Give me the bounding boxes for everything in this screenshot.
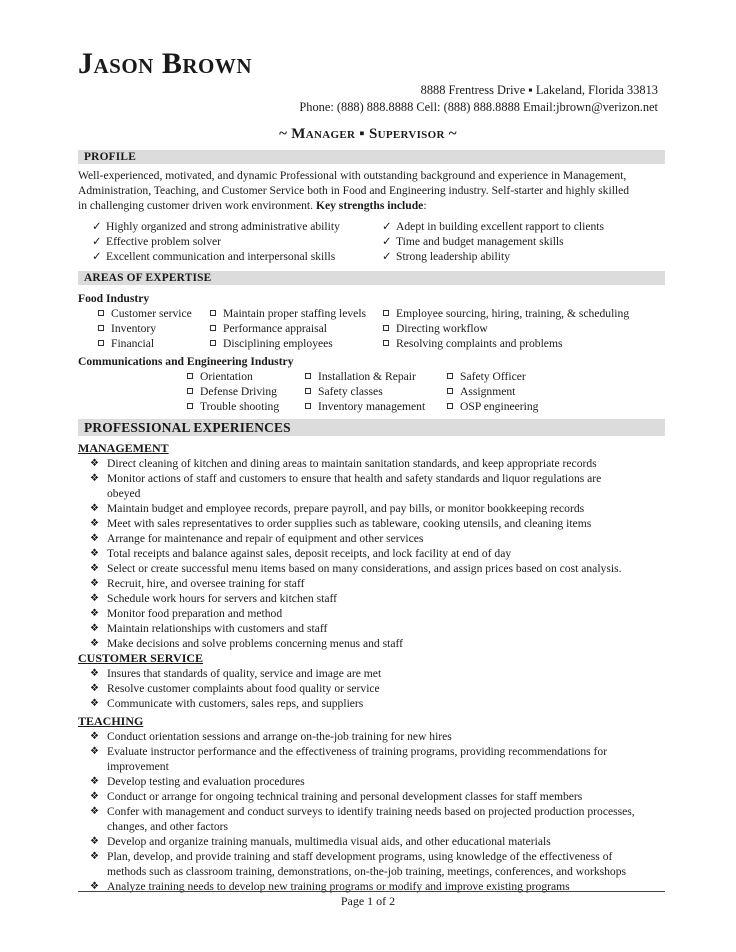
experience-bullet bbox=[90, 531, 668, 546]
expertise-item bbox=[187, 399, 279, 414]
profile-line-3-text: in challenging customer driven work environment. bbox=[78, 199, 314, 212]
expertise-item bbox=[187, 369, 253, 384]
experience-bullet-text: Conduct orientation sessions and arrange on-the-job training for new hires bbox=[107, 730, 452, 743]
diamond-bullet-icon: ❖ bbox=[90, 851, 99, 862]
experience-bullet bbox=[90, 849, 668, 879]
strength-text: Strong leadership ability bbox=[396, 250, 510, 263]
experience-heading: PROFESSIONAL EXPERIENCES bbox=[78, 419, 665, 436]
profile-line-2: Administration, Teaching, and Customer Service both in Food and Engineering industry. Self-starter and highly skilled bbox=[78, 184, 630, 197]
experience-bullet bbox=[90, 636, 668, 651]
profile-heading: PROFILE bbox=[78, 150, 665, 164]
experience-bullet-text: Meet with sales representatives to order supplies such as tableware, cooking utensils, and cleaning items bbox=[107, 517, 592, 530]
expertise-item bbox=[98, 336, 154, 351]
expertise-text: Customer service bbox=[111, 307, 192, 320]
key-strengths-colon: : bbox=[423, 199, 427, 212]
experience-bullet bbox=[90, 576, 668, 591]
diamond-bullet-icon: ❖ bbox=[90, 473, 99, 484]
expertise-text: Safety Officer bbox=[460, 370, 526, 383]
expertise-text: Inventory management bbox=[318, 400, 426, 413]
square-bullet-icon bbox=[98, 310, 104, 316]
expertise-heading: AREAS OF EXPERTISE bbox=[78, 271, 665, 285]
expertise-text: Safety classes bbox=[318, 385, 383, 398]
square-bullet-icon bbox=[447, 388, 453, 394]
strength-item bbox=[382, 234, 564, 249]
experience-bullet-text: Conduct or arrange for ongoing technical training and personal development classes for staff members bbox=[107, 790, 583, 803]
diamond-bullet-icon: ❖ bbox=[90, 458, 99, 469]
experience-bullet bbox=[90, 456, 668, 471]
square-bullet-icon bbox=[98, 340, 104, 346]
strength-item bbox=[92, 219, 340, 234]
square-bullet-icon bbox=[305, 388, 311, 394]
experience-bullet-text: Recruit, hire, and oversee training for staff bbox=[107, 577, 305, 590]
key-strengths-label: Key strengths include bbox=[315, 199, 424, 212]
experience-bullet-text: Maintain relationships with customers and staff bbox=[107, 622, 328, 635]
diamond-bullet-icon: ❖ bbox=[90, 881, 99, 892]
diamond-bullet-icon: ❖ bbox=[90, 608, 99, 619]
diamond-bullet-icon: ❖ bbox=[90, 791, 99, 802]
experience-bullet-text: improvement bbox=[107, 760, 169, 773]
candidate-name: Jason Brown bbox=[78, 47, 253, 80]
expertise-text: Disciplining employees bbox=[223, 337, 333, 350]
expertise-text: Employee sourcing, hiring, training, & scheduling bbox=[396, 307, 630, 320]
expertise-text: Maintain proper staffing levels bbox=[223, 307, 367, 320]
experience-bullet bbox=[90, 501, 668, 516]
square-bullet-icon bbox=[210, 325, 216, 331]
diamond-bullet-icon: ❖ bbox=[90, 731, 99, 742]
check-icon: ✓ bbox=[92, 220, 102, 233]
management-title: MANAGEMENT bbox=[78, 441, 169, 455]
experience-bullet bbox=[90, 471, 668, 501]
expertise-item bbox=[305, 369, 416, 384]
expertise-item bbox=[305, 399, 425, 414]
experience-bullet bbox=[90, 666, 668, 681]
check-icon: ✓ bbox=[382, 250, 392, 263]
experience-bullet bbox=[90, 834, 668, 849]
square-bullet-icon bbox=[305, 403, 311, 409]
diamond-bullet-icon: ❖ bbox=[90, 548, 99, 559]
square-bullet-icon bbox=[210, 310, 216, 316]
experience-bullet bbox=[90, 681, 668, 696]
profile-line-3 bbox=[78, 198, 668, 213]
diamond-bullet-icon: ❖ bbox=[90, 806, 99, 817]
expertise-item bbox=[447, 369, 526, 384]
strength-text: Time and budget management skills bbox=[396, 235, 564, 248]
experience-bullet-text: changes, and other factors bbox=[107, 820, 229, 833]
diamond-bullet-icon: ❖ bbox=[90, 503, 99, 514]
diamond-bullet-icon: ❖ bbox=[90, 518, 99, 529]
diamond-bullet-icon: ❖ bbox=[90, 698, 99, 709]
experience-bullet bbox=[90, 591, 668, 606]
diamond-bullet-icon: ❖ bbox=[90, 593, 99, 604]
diamond-bullet-icon: ❖ bbox=[90, 533, 99, 544]
expertise-item bbox=[383, 306, 629, 321]
square-bullet-icon bbox=[187, 388, 193, 394]
experience-bullet-text: Plan, develop, and provide training and staff development programs, using knowledge of the effectiveness of bbox=[107, 850, 613, 863]
square-bullet-icon bbox=[210, 340, 216, 346]
diamond-bullet-icon: ❖ bbox=[90, 746, 99, 757]
expertise-item bbox=[210, 321, 327, 336]
expertise-item bbox=[98, 321, 156, 336]
food-industry-title: Food Industry bbox=[78, 292, 150, 305]
strength-text: Adept in building excellent rapport to clients bbox=[396, 220, 604, 233]
profile-summary bbox=[78, 168, 668, 213]
strength-text: Effective problem solver bbox=[106, 235, 222, 248]
expertise-text: Performance appraisal bbox=[223, 322, 327, 335]
experience-bullet-text: obeyed bbox=[107, 487, 141, 500]
expertise-text: Orientation bbox=[200, 370, 253, 383]
experience-bullet-text: Insures that standards of quality, service and image are met bbox=[107, 667, 382, 680]
experience-bullet-text: Develop and organize training manuals, multimedia visual aids, and other educational materials bbox=[107, 835, 551, 848]
experience-bullet bbox=[90, 774, 668, 789]
square-bullet-icon bbox=[383, 340, 389, 346]
experience-bullet-text: Maintain budget and employee records, prepare payroll, and pay bills, or monitor bookkeeping records bbox=[107, 502, 585, 515]
expertise-item bbox=[383, 336, 562, 351]
experience-bullet-text: methods such as classroom training, demonstrations, on-the-job training, meetings, conferences, and workshops bbox=[107, 865, 627, 878]
profile-line-1: Well-experienced, motivated, and dynamic Professional with outstanding background and experience in Management, bbox=[78, 169, 627, 182]
expertise-text: OSP engineering bbox=[460, 400, 539, 413]
diamond-bullet-icon: ❖ bbox=[90, 578, 99, 589]
square-bullet-icon bbox=[447, 403, 453, 409]
diamond-bullet-icon: ❖ bbox=[90, 623, 99, 634]
footer-divider bbox=[78, 891, 665, 892]
experience-bullet-text: Schedule work hours for servers and kitchen staff bbox=[107, 592, 337, 605]
strength-item bbox=[382, 249, 510, 264]
objective-title: ~ Manager ▪ Supervisor ~ bbox=[279, 126, 457, 142]
diamond-bullet-icon: ❖ bbox=[90, 638, 99, 649]
expertise-text: Defense Driving bbox=[200, 385, 277, 398]
expertise-item bbox=[98, 306, 192, 321]
expertise-item bbox=[447, 384, 515, 399]
expertise-item bbox=[383, 321, 488, 336]
check-icon: ✓ bbox=[92, 250, 102, 263]
expertise-text: Installation & Repair bbox=[318, 370, 416, 383]
expertise-item bbox=[210, 306, 366, 321]
experience-bullet bbox=[90, 546, 668, 561]
experience-bullet-text: Monitor actions of staff and customers to ensure that health and safety standards and liquor regulations are bbox=[107, 472, 602, 485]
square-bullet-icon bbox=[187, 403, 193, 409]
strength-item bbox=[382, 219, 604, 234]
square-bullet-icon bbox=[98, 325, 104, 331]
experience-bullet bbox=[90, 729, 668, 744]
strength-item bbox=[92, 249, 335, 264]
check-icon: ✓ bbox=[382, 235, 392, 248]
experience-bullet-text: Resolve customer complaints about food quality or service bbox=[107, 682, 380, 695]
experience-bullet-text: Make decisions and solve problems concerning menus and staff bbox=[107, 637, 403, 650]
experience-bullet-text: Develop testing and evaluation procedures bbox=[107, 775, 305, 788]
page-number: Page 1 of 2 bbox=[340, 894, 396, 908]
square-bullet-icon bbox=[383, 325, 389, 331]
diamond-bullet-icon: ❖ bbox=[90, 836, 99, 847]
expertise-text: Inventory bbox=[111, 322, 157, 335]
expertise-text: Resolving complaints and problems bbox=[396, 337, 563, 350]
experience-bullet-text: Analyze training needs to develop new training programs or modify and improve existing programs bbox=[107, 880, 570, 893]
experience-bullet bbox=[90, 516, 668, 531]
experience-bullet-text: Arrange for maintenance and repair of equipment and other services bbox=[107, 532, 424, 545]
diamond-bullet-icon: ❖ bbox=[90, 563, 99, 574]
experience-bullet-text: Evaluate instructor performance and the effectiveness of training programs, providing recommendations for bbox=[107, 745, 608, 758]
experience-bullet bbox=[90, 804, 668, 834]
diamond-bullet-icon: ❖ bbox=[90, 683, 99, 694]
experience-bullet bbox=[90, 696, 668, 711]
experience-bullet bbox=[90, 561, 668, 576]
experience-bullet bbox=[90, 789, 668, 804]
experience-bullet bbox=[90, 606, 668, 621]
experience-bullet-text: Monitor food preparation and method bbox=[107, 607, 283, 620]
experience-bullet-text: Direct cleaning of kitchen and dining areas to maintain sanitation standards, and keep appropriate records bbox=[107, 457, 597, 470]
experience-bullet-text: Communicate with customers, sales reps, and suppliers bbox=[107, 697, 364, 710]
expertise-text: Directing workflow bbox=[396, 322, 488, 335]
expertise-item bbox=[210, 336, 333, 351]
square-bullet-icon bbox=[383, 310, 389, 316]
diamond-bullet-icon: ❖ bbox=[90, 776, 99, 787]
strength-text: Excellent communication and interpersonal skills bbox=[106, 250, 336, 263]
teaching-title: TEACHING bbox=[78, 714, 144, 728]
comm-industry-title: Communications and Engineering Industry bbox=[78, 355, 294, 368]
experience-bullet-text: Select or create successful menu items based on many considerations, and assign prices based on cost analysis. bbox=[107, 562, 622, 575]
expertise-text: Financial bbox=[111, 337, 155, 350]
expertise-text: Trouble shooting bbox=[200, 400, 280, 413]
square-bullet-icon bbox=[447, 373, 453, 379]
check-icon: ✓ bbox=[92, 235, 102, 248]
check-icon: ✓ bbox=[382, 220, 392, 233]
square-bullet-icon bbox=[305, 373, 311, 379]
experience-bullet bbox=[90, 621, 668, 636]
address-line: 8888 Frentress Drive ▪ Lakeland, Florida 33813 bbox=[420, 83, 658, 97]
experience-bullet-text: Confer with management and conduct surveys to identify training needs based on projected production processes, bbox=[107, 805, 635, 818]
expertise-item bbox=[447, 399, 538, 414]
strength-text: Highly organized and strong administrative ability bbox=[106, 220, 340, 233]
contact-line: Phone: (888) 888.8888 Cell: (888) 888.8888 Email:jbrown@verizon.net bbox=[299, 100, 658, 114]
experience-bullet bbox=[90, 744, 668, 774]
expertise-item bbox=[187, 384, 277, 399]
strength-item bbox=[92, 234, 221, 249]
customer-service-title: CUSTOMER SERVICE bbox=[78, 651, 204, 665]
experience-bullet-text: Total receipts and balance against sales, deposit receipts, and lock facility at end of day bbox=[107, 547, 512, 560]
expertise-item bbox=[305, 384, 383, 399]
square-bullet-icon bbox=[187, 373, 193, 379]
expertise-text: Assignment bbox=[460, 385, 516, 398]
diamond-bullet-icon: ❖ bbox=[90, 668, 99, 679]
